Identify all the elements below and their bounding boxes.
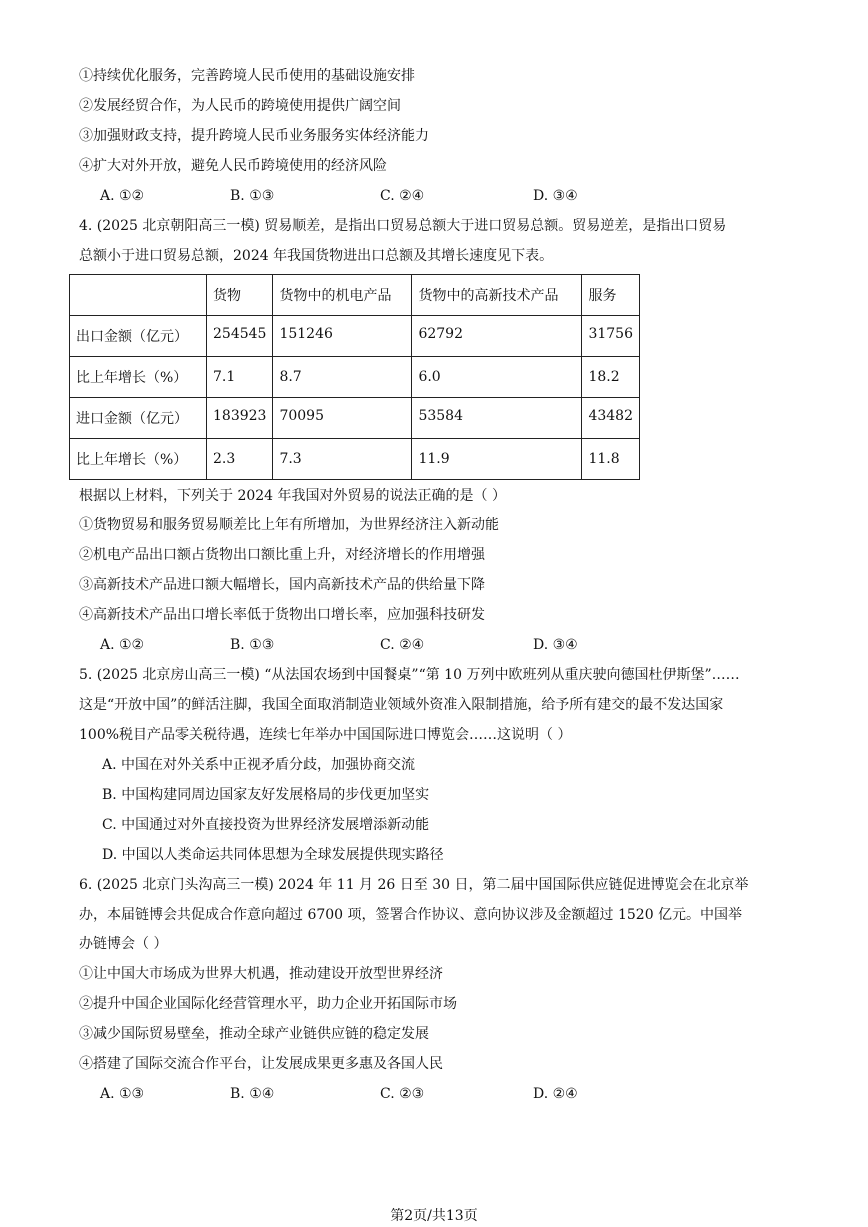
table-header-services: 服务 [582, 275, 640, 316]
q4-stem-line-1: 4. (2025 北京朝阳高三一模) 贸易顺差，是指出口贸易总额大于进口贸易总额。贸易逆差，是指出口贸易 [79, 218, 727, 234]
import-amount-goods: 183923 [207, 398, 273, 439]
export-amount-electromechanical: 151246 [273, 316, 412, 357]
table-row [70, 439, 640, 480]
table-row [70, 316, 640, 357]
table-header-hightech: 货物中的高新技术产品 [412, 275, 582, 316]
q4-options [100, 635, 660, 655]
table-header-empty [70, 275, 207, 316]
table-row [70, 398, 640, 439]
q3-options [100, 186, 660, 206]
q6-statement-4: ④搭建了国际交流合作平台，让发展成果更多惠及各国人民 [79, 1056, 443, 1072]
q6-option-d[interactable]: D. ②④ [533, 1086, 578, 1102]
q5-option-a[interactable]: A. 中国在对外关系中正视矛盾分歧，加强协商交流 [102, 757, 416, 773]
export-growth-hightech: 6.0 [412, 357, 582, 398]
q3-statement-2: ②发展经贸合作，为人民币的跨境使用提供广阔空间 [79, 98, 401, 114]
q3-option-b[interactable]: B. ①③ [230, 188, 275, 204]
q6-option-a[interactable]: A. ①③ [100, 1086, 145, 1102]
q3-statement-4: ④扩大对外开放，避免人民币跨境使用的经济风险 [79, 158, 387, 174]
table-header-electromechanical: 货物中的机电产品 [273, 275, 412, 316]
q5-option-c[interactable]: C. 中国通过对外直接投资为世界经济发展增添新动能 [102, 817, 430, 833]
q6-options [100, 1084, 660, 1104]
q6-stem-line-2: 办，本届链博会共促成合作意向超过 6700 项，签署合作协议、意向协议涉及金额超过 1520 亿元。中国举 [79, 907, 743, 923]
import-amount-label: 进口金额（亿元） [70, 398, 207, 439]
q5-option-b[interactable]: B. 中国构建同周边国家友好发展格局的步伐更加坚实 [102, 787, 430, 803]
q4-option-a[interactable]: A. ①② [100, 637, 145, 653]
export-growth-electromechanical: 8.7 [273, 357, 412, 398]
q3-option-c[interactable]: C. ②④ [380, 188, 425, 204]
q5-stem-line-1: 5. (2025 北京房山高三一模) “从法国农场到中国餐桌”“第 10 万列中欧班列从重庆驶向德国杜伊斯堡”…… [79, 667, 740, 683]
q4-statement-2: ②机电产品出口额占货物出口额比重上升，对经济增长的作用增强 [79, 547, 485, 563]
export-growth-goods: 7.1 [207, 357, 273, 398]
export-growth-services: 18.2 [582, 357, 640, 398]
q5-stem-line-3: 100%税目产品零关税待遇，连续七年举办中国国际进口博览会……这说明（ ） [79, 727, 572, 743]
q4-option-b[interactable]: B. ①③ [230, 637, 275, 653]
q5-option-d[interactable]: D. 中国以人类命运共同体思想为全球发展提供现实路径 [102, 847, 444, 863]
trade-table [69, 274, 640, 480]
import-growth-electromechanical: 7.3 [273, 439, 412, 480]
export-amount-goods: 254545 [207, 316, 273, 357]
import-growth-services: 11.8 [582, 439, 640, 480]
q3-option-d[interactable]: D. ③④ [533, 188, 578, 204]
q6-statement-1: ①让中国大市场成为世界大机遇，推动建设开放型世界经济 [79, 966, 443, 982]
q4-statement-3: ③高新技术产品进口额大幅增长，国内高新技术产品的供给量下降 [79, 577, 485, 593]
import-amount-services: 43482 [582, 398, 640, 439]
table-row [70, 357, 640, 398]
export-growth-label: 比上年增长（%） [70, 357, 207, 398]
q6-statement-3: ③减少国际贸易壁垒，推动全球产业链供应链的稳定发展 [79, 1026, 429, 1042]
table-header-goods: 货物 [207, 275, 273, 316]
export-amount-label: 出口金额（亿元） [70, 316, 207, 357]
q6-option-c[interactable]: C. ②③ [380, 1086, 425, 1102]
q4-statement-4: ④高新技术产品出口增长率低于货物出口增长率，应加强科技研发 [79, 607, 485, 623]
q3-option-a[interactable]: A. ①② [100, 188, 145, 204]
import-growth-label: 比上年增长（%） [70, 439, 207, 480]
export-amount-services: 31756 [582, 316, 640, 357]
q6-option-b[interactable]: B. ①④ [230, 1086, 275, 1102]
import-growth-hightech: 11.9 [412, 439, 582, 480]
q6-statement-2: ②提升中国企业国际化经营管理水平，助力企业开拓国际市场 [79, 996, 457, 1012]
import-amount-electromechanical: 70095 [273, 398, 412, 439]
q4-option-c[interactable]: C. ②④ [380, 637, 425, 653]
q6-stem-line-1: 6. (2025 北京门头沟高三一模) 2024 年 11 月 26 日至 30 日，第二届中国国际供应链促进博览会在北京举 [79, 877, 749, 893]
q4-stem-line-2: 总额小于进口贸易总额，2024 年我国货物进出口总额及其增长速度见下表。 [79, 248, 554, 264]
table-header-row [70, 275, 640, 316]
q3-statement-3: ③加强财政支持，提升跨境人民币业务服务实体经济能力 [79, 128, 429, 144]
q4-statement-1: ①货物贸易和服务贸易顺差比上年有所增加，为世界经济注入新动能 [79, 517, 499, 533]
q4-option-d[interactable]: D. ③④ [533, 637, 578, 653]
q5-stem-line-2: 这是“开放中国”的鲜活注脚，我国全面取消制造业领域外资准入限制措施，给予所有建交的最不发达国家 [79, 697, 724, 713]
q6-stem-line-3: 办链博会（ ） [79, 936, 168, 952]
import-growth-goods: 2.3 [207, 439, 273, 480]
page-number: 第2页/共13页 [390, 1208, 478, 1224]
q4-prompt: 根据以上材料，下列关于 2024 年我国对外贸易的说法正确的是（ ） [79, 488, 506, 504]
import-amount-hightech: 53584 [412, 398, 582, 439]
q3-statement-1: ①持续优化服务，完善跨境人民币使用的基础设施安排 [79, 68, 415, 84]
export-amount-hightech: 62792 [412, 316, 582, 357]
